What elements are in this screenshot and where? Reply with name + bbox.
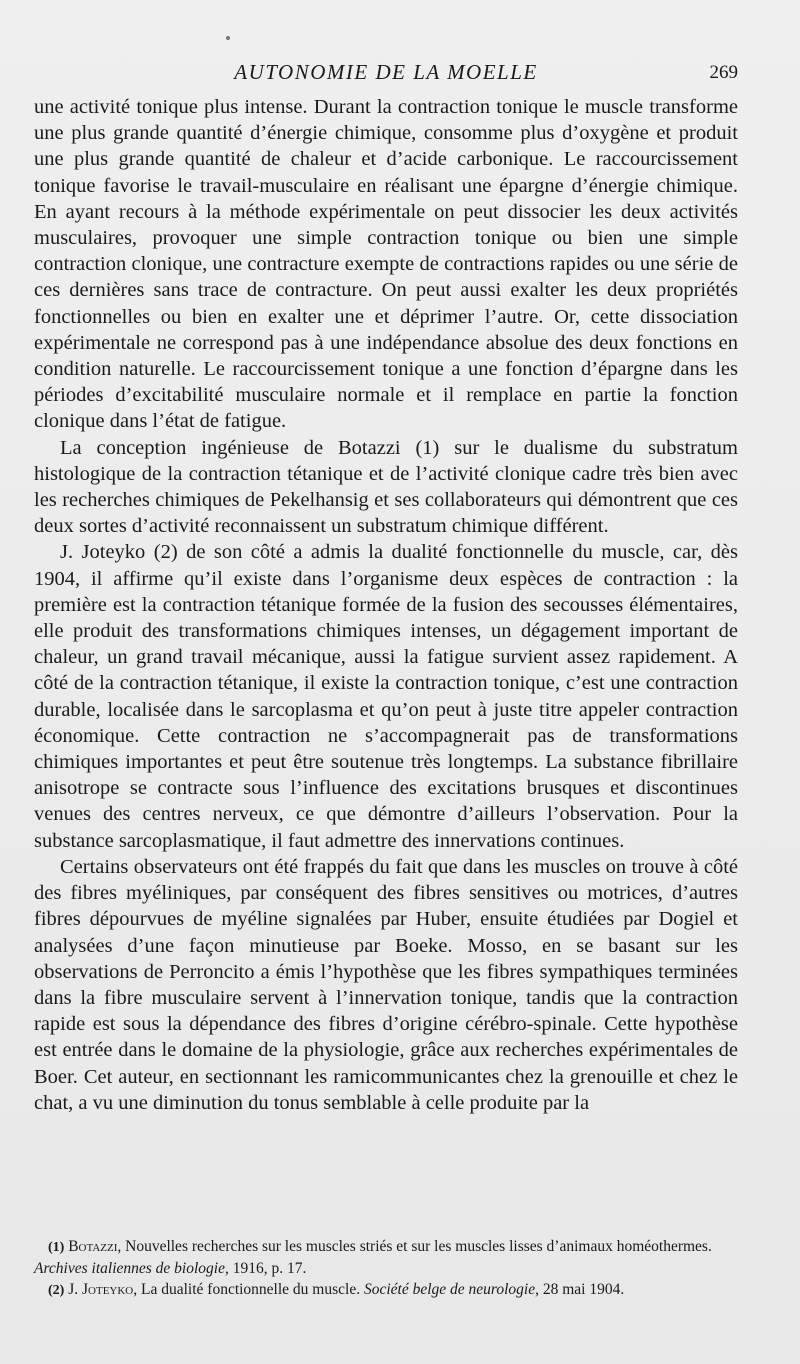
paper-speck (226, 36, 230, 40)
running-title: AUTONOMIE DE LA MOELLE (234, 60, 538, 84)
footnote-prefix: J. (68, 1281, 82, 1298)
footnote-source: Société belge de neurologie (363, 1281, 536, 1298)
paragraph-observateurs: Certains observateurs ont été frappés du fait que dans les muscles on trouve à côté des fibres myéliniques, par conséquent des fibres sensitives ou motrices, d’autres fibres dépourvues de myéline signalées par Huber, ensuite étudiées par Dogiel et analysées d’une façon minutieuse par Boeke. Mosso, en se basant sur les observations de Perroncito a émis l’hypothèse que les fibres sympathiques terminées dans la fibre musculaire servent à l’innervation tonique, tandis que la contraction rapide est sous la dépendance des fibres d’origine cérébro-spinale. Cette hypothèse est entrée dans le domaine de la physiologie, grâce aux recherches expérimentales de Boer. Cet auteur, en sectionnant les ramicommunicantes chez la grenouille et chez le chat, a vu une diminution du tonus semblable à celle produite par la (34, 855, 738, 1114)
footnote-author: Joteyko (82, 1281, 134, 1298)
page-number: 269 (709, 62, 738, 83)
paragraph-joteyko: J. Joteyko (2) de son côté a admis la dualité fonctionnelle du muscle, car, dès 1904, il affirme qu’il existe dans l’organisme deux espèces de contraction : la première est la contraction tétanique formée de la fusion des secousses élémentaires, elle produit des transformations chimiques intenses, un dégagement important de chaleur, un grand travail mécanique, aussi la fatigue survient assez rapidement. A côté de la contraction tétanique, il existe la contraction tonique, c’est une contraction durable, localisée dans le sarcoplasma et qu’on peut à juste titre appeler contraction économique. Cette contraction ne s’accompagnerait pas de transformations chimiques importantes et peut être soutenue très longtemps. La substance fibrillaire anisotrope se contracte sous l’influence des excitations brusques et discontinues venues des centres nerveux, ce que démontre d’ailleurs l’observation. Pour la substance sarcoplasmatique, il faut admettre des innervations continues. (34, 541, 738, 852)
body-text (34, 94, 738, 1116)
footnotes (34, 1236, 746, 1301)
footnote-marker: (1) (48, 1240, 65, 1255)
running-header (34, 60, 738, 90)
footnote-citation: , 1916, p. 17. (224, 1260, 307, 1277)
footnote-source: Archives italiennes de biologie (34, 1260, 225, 1277)
footnote-text: , La dualité fonctionnelle du muscle. (133, 1281, 364, 1298)
footnote-text: , Nouvelles recherches sur les muscles striés et sur les muscles lisses d’animaux homéothermes. (117, 1238, 712, 1255)
paragraph-botazzi: La conception ingénieuse de Botazzi (1) sur le dualisme du substratum histologique de la contraction tétanique et de l’activité clonique cadre très bien avec les recherches chimiques de Pekelhansig et ses collaborateurs qui démontrent que ces deux sortes d’activité reconnaissent un substratum chimique différent. (34, 436, 738, 538)
footnote-citation: , 28 mai 1904. (535, 1281, 625, 1298)
paragraph-continued: une activité tonique plus intense. Durant la contraction tonique le muscle transforme une plus grande quantité d’énergie chimique, consomme plus d’oxygène et produit une plus grande quantité de chaleur et d’acide carbonique. Le raccourcissement tonique favorise le travail-musculaire en réalisant une épargne d’énergie chimique. En ayant recours à la méthode expérimentale on peut dissocier les deux activités musculaires, provoquer une simple contraction tonique ou bien une simple contraction clonique, une contracture exempte de contractions rapides ou une série de ces dernières sans trace de contracture. On peut aussi exalter les deux propriétés fonctionnelles ou bien en exalter une et déprimer l’autre. Or, cette dissociation expérimentale ne correspond pas à une indépendance absolue des deux fonctions en condition naturelle. Le raccourcissement tonique a une fonction d’épargne dans les périodes d’excitabilité musculaire normale et il remplace en partie la fonction clonique dans l’état de fatigue. (34, 96, 738, 433)
footnote-author: Botazzi (68, 1238, 118, 1255)
footnote-marker: (2) (48, 1283, 65, 1298)
footnote-2 (34, 1279, 746, 1301)
footnote-1 (34, 1236, 746, 1279)
